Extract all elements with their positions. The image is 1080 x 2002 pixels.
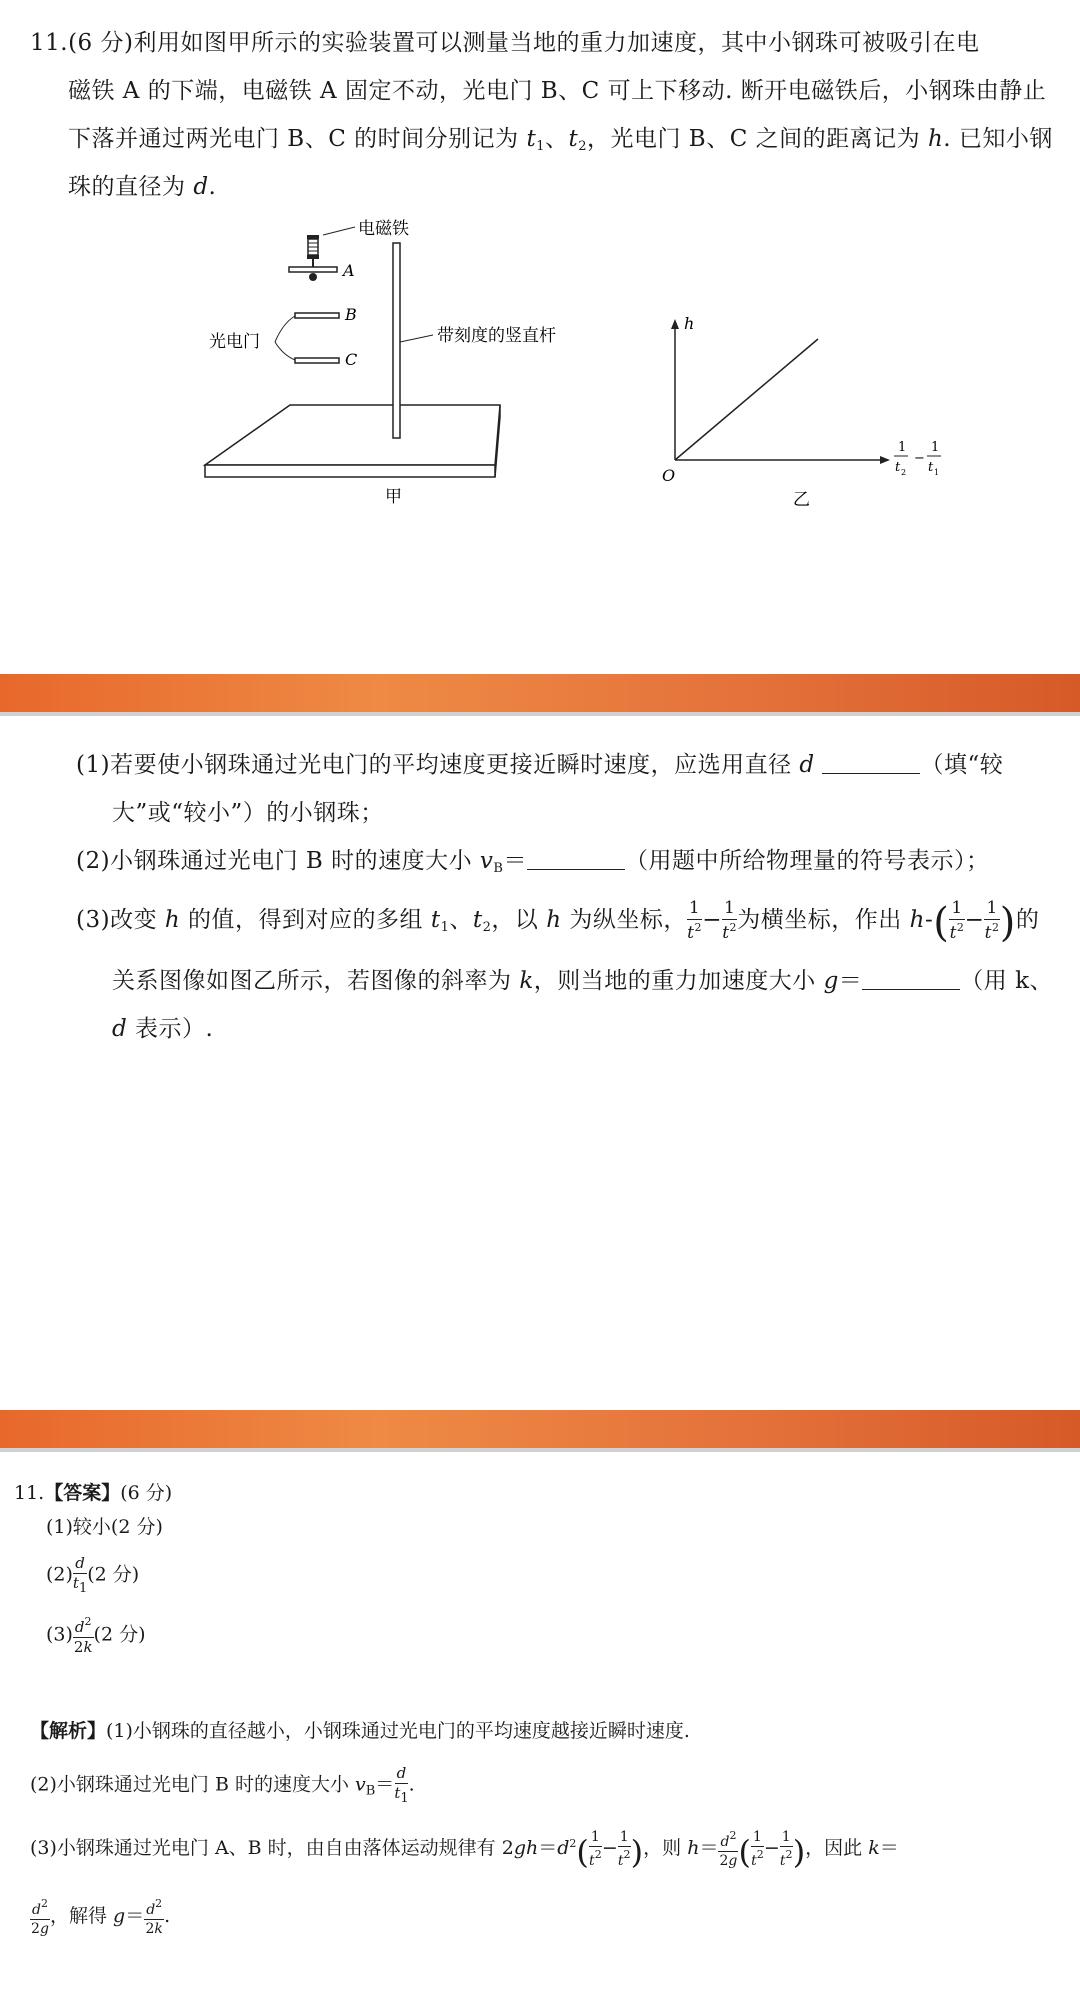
graduated-rod [393,243,400,438]
svg-text:−: − [914,451,925,466]
svg-text:t: t [895,460,901,475]
graph-line [675,339,818,460]
answer-blank-3[interactable] [862,967,960,990]
answer-1: (1)较小(2 分) [46,1516,163,1538]
label-b: B [345,305,357,324]
part-3-line-1: (3)改变 h 的值，得到对应的多组 $t_1$、$t_2$，以 h 为纵坐标， $\frac{1}{t^2}$ − $\frac{1}{t^2}$ 为横坐标，作出 h-( $\frac{1}{t^2}$ − $\frac{1}{t^2}$ )的 [76,898,1040,946]
analysis-line-3: (3)小钢珠通过光电门 A、B 时，由自由落体运动规律有 $2gh=d^2$( $\frac{1}{t^2}$ − $\frac{1}{t^2}$ )，则 h＝ $\frac{d^2}{2g}$ ( $\frac{1}{t^2}$ − $\frac{1}{t^2}$ )，因此 k＝ [30,1829,899,1871]
question-line-2: 磁铁 A 的下端，电磁铁 A 固定不动，光电门 B、C 可上下移动. 断开电磁铁后，小钢珠由静止 [68,78,1047,104]
parts-block [0,720,1080,1420]
question-points: (6 分) [68,30,134,56]
label-a: A [343,261,355,280]
photogate-c [295,358,339,363]
label-rod: 带刻度的竖直杆 [437,326,556,346]
answer-header: 11.【答案】(6 分) [14,1482,173,1504]
question-line-3: 下落并通过两光电门 B、C 的时间分别记为 $t_1$、$t_2$，光电门 B、C 之间的距离记为 h. 已知小钢 [68,126,1053,154]
answer-block [0,1470,1080,2002]
divider-band-top [0,674,1080,712]
answer-tag: 【答案】 [44,1482,121,1504]
graph-figure [650,305,970,520]
label-c: C [345,350,358,369]
svg-text:1: 1 [931,440,940,455]
base-board-top [205,405,500,465]
photogate-b [295,313,339,318]
question-number: 11. [30,30,69,56]
origin-label: O [662,466,676,485]
x-axis-label [894,440,941,477]
answer-blank-2[interactable] [527,847,625,870]
part-1-line-1: (1)若要使小钢珠通过光电门的平均速度更接近瞬时速度，应选用直径 d （填“较 [76,752,1004,778]
analysis-line-1: 【解析】(1)小钢珠的直径越小，小钢珠通过光电门的平均速度越接近瞬时速度. [30,1720,690,1742]
answer-blank-1[interactable] [822,751,920,774]
y-axis-label: h [684,314,695,333]
label-magnet: 电磁铁 [358,219,409,239]
analysis-line-4: $\frac{d^2}{2g}$ ，解得 g＝ $\frac{d^2}{2k}$ . [31,1897,171,1937]
svg-text:1: 1 [898,440,907,455]
question-block [0,0,1080,560]
question-line-4: 珠的直径为 d. [68,174,217,200]
part-1-line-2: 大”或“较小”）的小钢珠； [112,800,384,826]
svg-text:1: 1 [934,468,940,477]
divider-band-bottom [0,1410,1080,1448]
answer-3: (3) $\frac{d^2}{2k}$ (2 分) [46,1615,146,1656]
caption-jia: 甲 [385,487,402,507]
part-3-line-2: 关系图像如图乙所示，若图像的斜率为 k，则当地的重力加速度大小 g＝ （用 k、 [112,968,1054,994]
apparatus-figure [195,205,615,520]
label-gates: 光电门 [209,332,260,352]
answer-2: (2) $\frac{d}{t1}$ (2 分) [46,1554,140,1596]
svg-text:t: t [928,460,934,475]
base-board-front [205,465,495,477]
analysis-line-2: (2)小钢珠通过光电门 B 时的速度大小 $v_B=$ $\frac{d}{t1}$ . [30,1764,415,1806]
svg-text:2: 2 [901,468,907,477]
part-3-line-3: d 表示）. [112,1016,214,1042]
caption-yi: 乙 [793,490,810,510]
analysis-tag: 【解析】 [30,1720,107,1742]
question-line-1: 11.(6 分)利用如图甲所示的实验装置可以测量当地的重力加速度，其中小钢珠可被吸引在电 [30,30,980,56]
part-2-line: (2)小钢珠通过光电门 B 时的速度大小 $v_B=$ （用题中所给物理量的符号表示）； [76,848,990,876]
